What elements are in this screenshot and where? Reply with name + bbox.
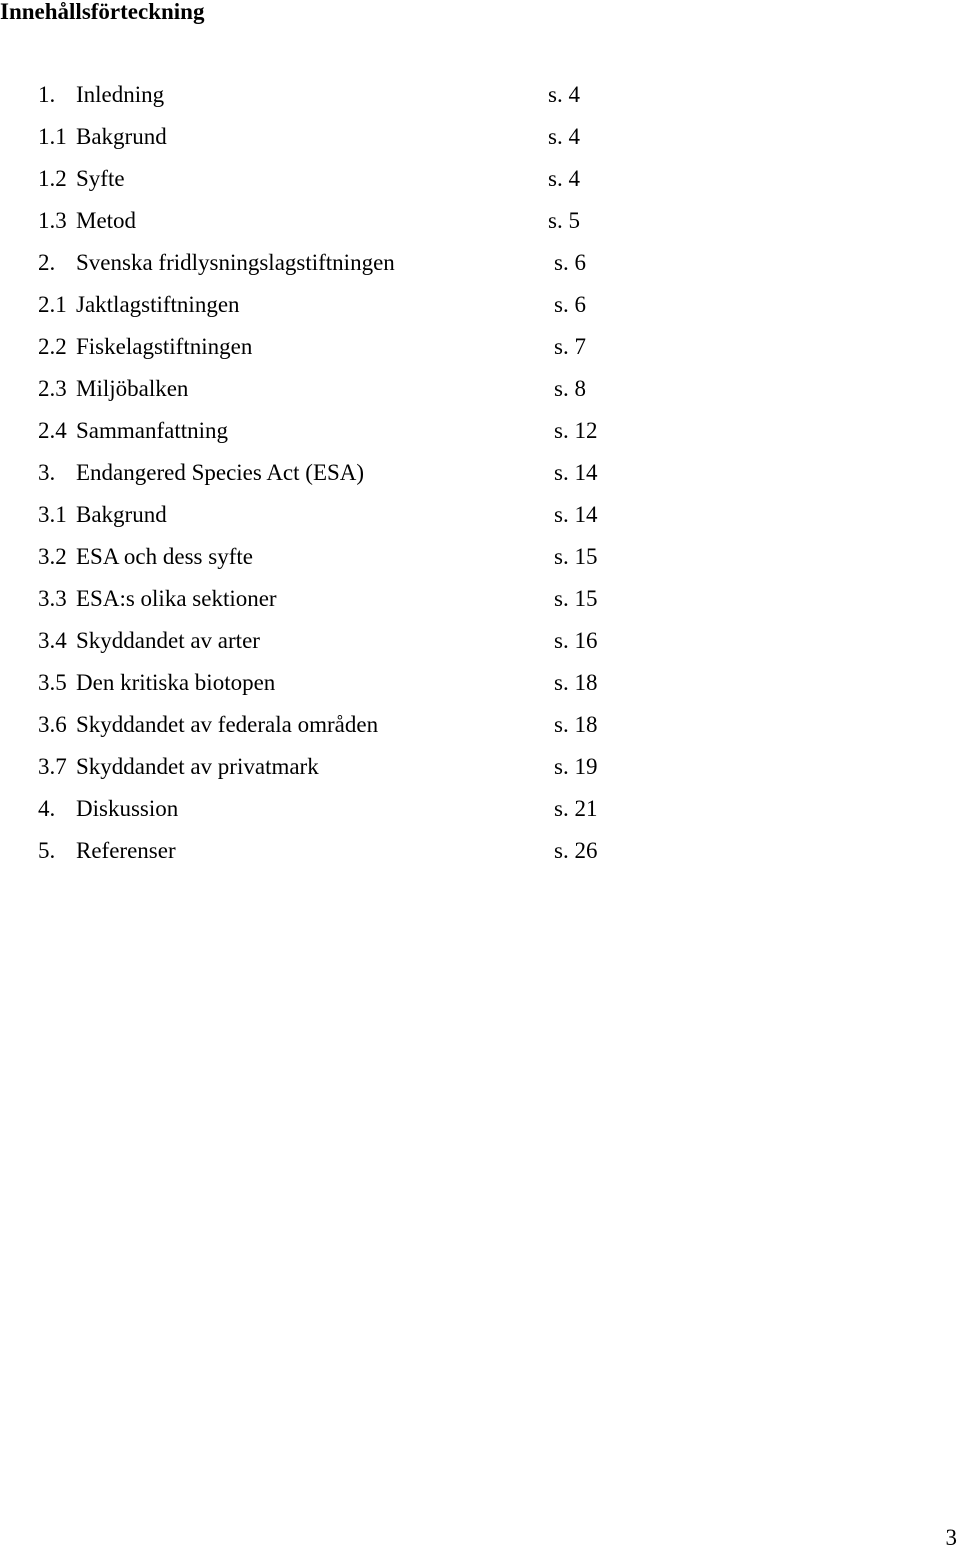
toc-entry-number: 2.2 <box>38 334 67 359</box>
toc-entry-label: Inledning <box>76 82 165 107</box>
toc-entry-page: s. 4 <box>548 82 580 107</box>
toc-entry-page: s. 6 <box>554 292 586 317</box>
toc-entry-label: ESA och dess syfte <box>76 544 253 569</box>
toc-entry-number: 2.1 <box>38 292 67 317</box>
toc-entry-number: 1.1 <box>38 124 67 149</box>
page-number: 3 <box>945 1525 957 1550</box>
toc-entry <box>0 835 700 867</box>
toc-entry <box>0 205 700 237</box>
toc-entry-page: s. 4 <box>548 124 580 149</box>
toc-entry-label: Metod <box>76 208 137 233</box>
toc-entry-label: Skyddandet av arter <box>76 628 260 653</box>
toc-entry <box>0 499 700 531</box>
toc-entry <box>0 163 700 195</box>
toc-entry-label: Skyddandet av federala områden <box>76 712 379 737</box>
toc-entry-page: s. 15 <box>554 544 598 569</box>
toc-entry-number: 5. <box>38 838 56 863</box>
toc-entry-label: Referenser <box>76 838 176 863</box>
toc-entry-label: Den kritiska biotopen <box>76 670 276 695</box>
toc-entry-label: Miljöbalken <box>76 376 189 401</box>
toc-entry-page: s. 5 <box>548 208 580 233</box>
toc-entry-label: Jaktlagstiftningen <box>76 292 240 317</box>
toc-entry-label: Fiskelagstiftningen <box>76 334 253 359</box>
toc-entry-page: s. 7 <box>554 334 586 359</box>
toc-entry-page: s. 16 <box>554 628 598 653</box>
toc-entry-label: ESA:s olika sektioner <box>76 586 277 611</box>
toc-entry <box>0 751 700 783</box>
toc-entry <box>0 121 700 153</box>
toc-entry-page: s. 4 <box>548 166 580 191</box>
toc-entry-number: 2. <box>38 250 56 275</box>
toc-entry-number: 3.5 <box>38 670 67 695</box>
toc-entry <box>0 625 700 657</box>
toc-entry-number: 3.3 <box>38 586 67 611</box>
toc-entry <box>0 709 700 741</box>
toc-entry <box>0 289 700 321</box>
toc-entry-label: Diskussion <box>76 796 179 821</box>
toc-entry-number: 3.6 <box>38 712 67 737</box>
toc-entry-number: 3.1 <box>38 502 67 527</box>
toc-entry-page: s. 21 <box>554 796 598 821</box>
toc-entry-number: 3. <box>38 460 56 485</box>
toc-entry-page: s. 19 <box>554 754 598 779</box>
toc-entry <box>0 331 700 363</box>
toc-entry-label: Endangered Species Act (ESA) <box>76 460 365 485</box>
toc-entry-number: 3.7 <box>38 754 67 779</box>
toc-entry <box>0 79 700 111</box>
toc-entry-page: s. 14 <box>554 460 598 485</box>
toc-entry <box>0 415 700 447</box>
toc-entry <box>0 457 700 489</box>
toc-entry-number: 3.2 <box>38 544 67 569</box>
toc-entry <box>0 373 700 405</box>
toc-entry-number: 1. <box>38 82 56 107</box>
toc-entry-label: Bakgrund <box>76 502 167 527</box>
toc-entry-page: s. 18 <box>554 670 598 695</box>
toc-entry-page: s. 12 <box>554 418 598 443</box>
toc-entry <box>0 793 700 825</box>
toc-entry-page: s. 15 <box>554 586 598 611</box>
toc-entry-label: Skyddandet av privatmark <box>76 754 319 779</box>
toc-entry-label: Syfte <box>76 166 125 191</box>
toc-entry <box>0 247 700 279</box>
toc-entry-page: s. 14 <box>554 502 598 527</box>
toc-entry <box>0 541 700 573</box>
toc-entry-number: 4. <box>38 796 56 821</box>
toc-entry-label: Sammanfattning <box>76 418 229 443</box>
toc-entry-label: Bakgrund <box>76 124 167 149</box>
toc-title: Innehållsförteckning <box>0 0 205 24</box>
toc-entry <box>0 583 700 615</box>
toc-entry-page: s. 18 <box>554 712 598 737</box>
toc-entry-number: 2.4 <box>38 418 67 443</box>
toc-entry-page: s. 6 <box>554 250 586 275</box>
toc-entry-number: 1.2 <box>38 166 67 191</box>
toc-entry-number: 3.4 <box>38 628 67 653</box>
toc-entry-number: 2.3 <box>38 376 67 401</box>
toc-entry <box>0 667 700 699</box>
toc-entry-label: Svenska fridlysningslagstiftningen <box>76 250 395 275</box>
toc-entry-page: s. 26 <box>554 838 598 863</box>
toc-entry-page: s. 8 <box>554 376 586 401</box>
toc-entry-number: 1.3 <box>38 208 67 233</box>
